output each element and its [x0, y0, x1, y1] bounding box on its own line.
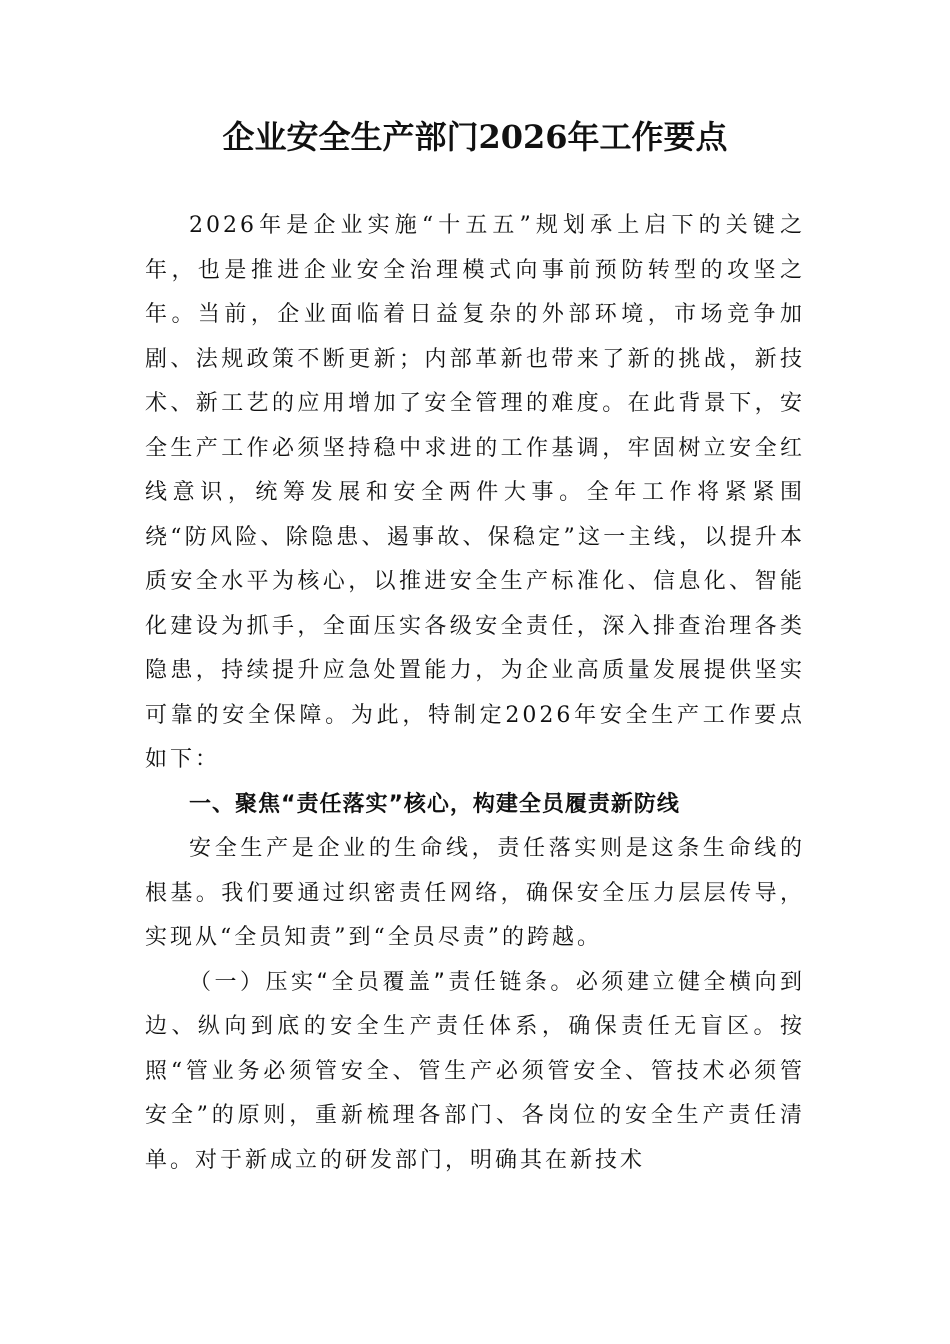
subsection-1-body: 必须建立健全横向到边、纵向到底的安全生产责任体系，确保责任无盲区。按照“管业务必须管安全、管生产必须管安全、管技术必须管安全”的原则，重新梳理各部门、各岗位的安全生产责任清单。对于新成立的研发部门，明确其在新技术 — [145, 969, 805, 1173]
document-page — [145, 112, 805, 1183]
section-heading-1: 一、聚焦“责任落实”核心，构建全员履责新防线 — [189, 791, 680, 817]
subsection-1-label: （一）压实“全员覆盖”责任链条。 — [189, 969, 576, 995]
subsection-1-paragraph — [145, 961, 805, 1184]
document-title: 企业安全生产部门2026年工作要点 — [222, 118, 728, 156]
section-1-paragraph: 安全生产是企业的生命线，责任落实则是这条生命线的根基。我们要通过织密责任网络，确保安全压力层层传导，实现从“全员知责”到“全员尽责”的跨越。 — [145, 836, 805, 950]
intro-paragraph: 2026年是企业实施“十五五”规划承上启下的关键之年，也是推进企业安全治理模式向事前预防转型的攻坚之年。当前，企业面临着日益复杂的外部环境，市场竞争加剧、法规政策不断更新；内部革新也带来了新的挑战，新技术、新工艺的应用增加了安全管理的难度。在此背景下，安全生产工作必须坚持稳中求进的工作基调，牢固树立安全红线意识，统筹发展和安全两件大事。全年工作将紧紧围绕“防风险、除隐患、遏事故、保稳定”这一主线，以提升本质安全水平为核心，以推进安全生产标准化、信息化、智能化建设为抓手，全面压实各级安全责任，深入排查治理各类隐患，持续提升应急处置能力，为企业高质量发展提供坚实可靠的安全保障。为此，特制定2026年安全生产工作要点如下： — [145, 213, 805, 772]
